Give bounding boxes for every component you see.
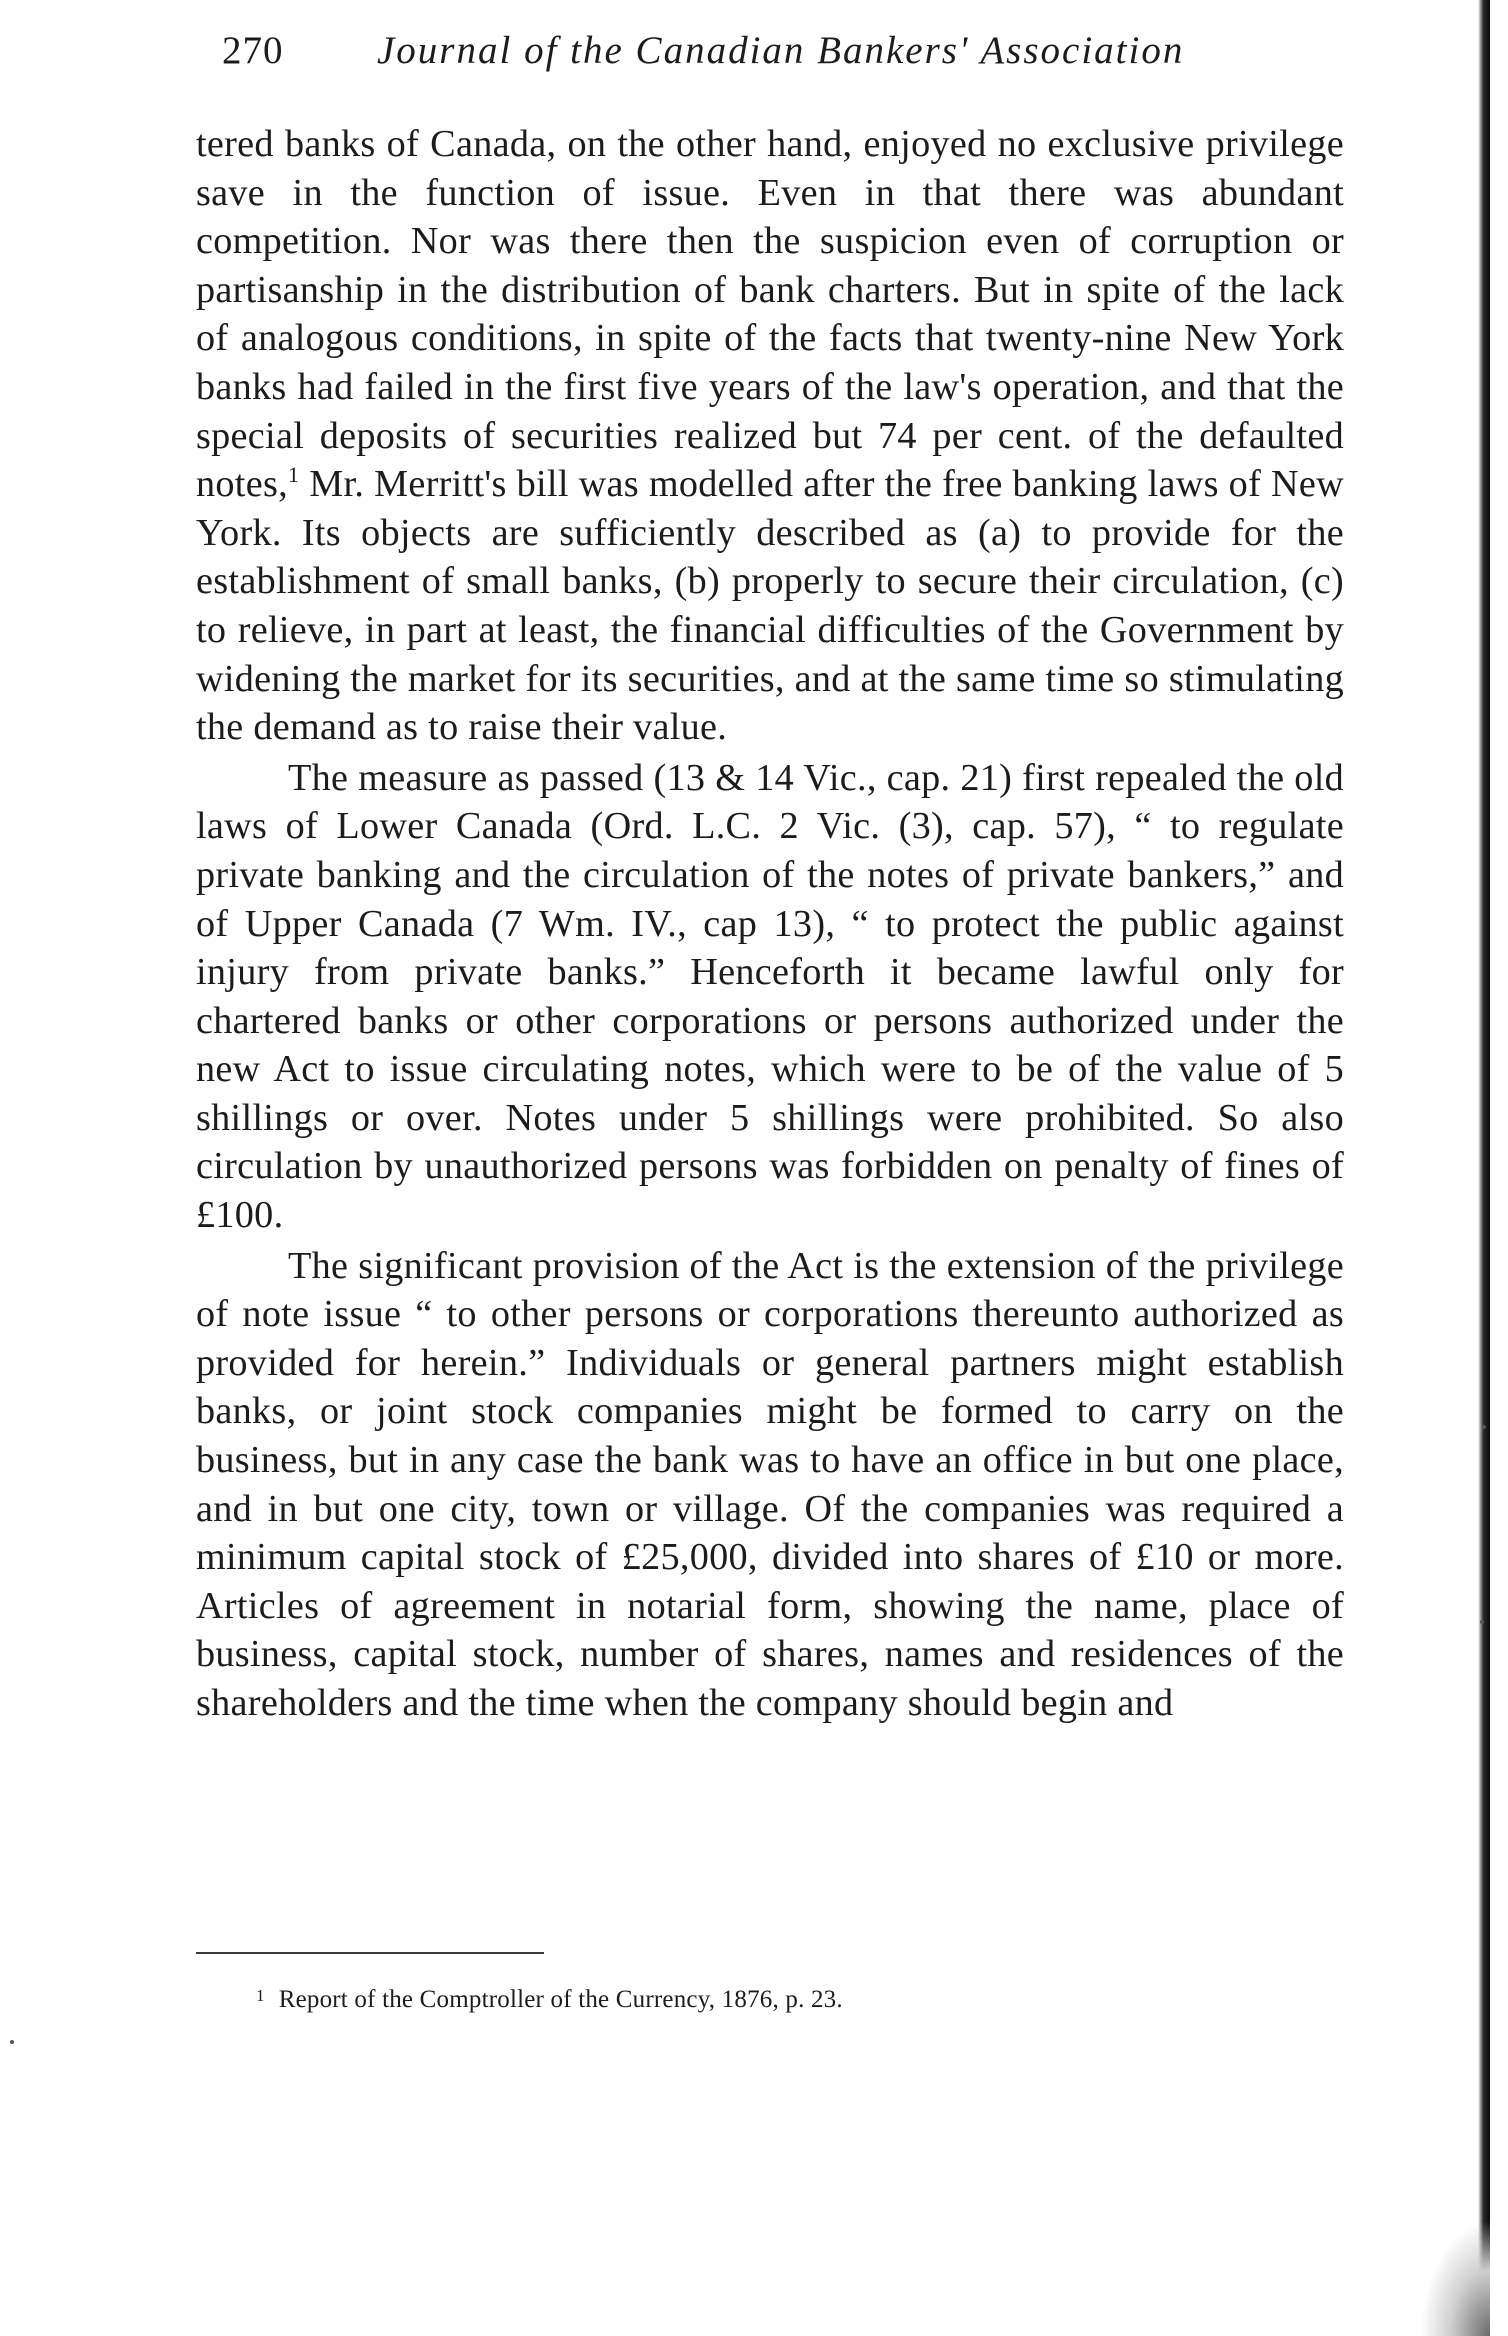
body-text (196, 120, 1344, 1728)
paragraph-text: The significant provision of the Act is the extension of the privilege of note issue “ to other persons or corporations thereunto authorized as provided for herein.” Individuals or general partners might establish banks, or joint stock companies might be formed to carry on the business, but in any case the bank was to have an office in but one place, and in but one city, town or village. Of the companies was required a minimum capital stock of £25,000, divided into shares of £10 or more. Articles of agreement in notarial form, showing the name, place of business, capital stock, number of shares, names and residences of the shareholders and the time when the company should begin and (196, 1244, 1344, 1724)
paragraph (196, 754, 1344, 1240)
paragraph (196, 1242, 1344, 1728)
paragraph-text: The measure as passed (13 & 14 Vic., cap. 21) first repealed the old laws of Lower Canada (Ord. L.C. 2 Vic. (3), cap. 57), “ to regulate private banking and the circulation of the notes of private bankers,” and of Upper Canada (7 Wm. IV., cap 13), “ to protect the public against injury from private banks.” Henceforth it became lawful only for chartered banks or other corporations or persons authorized under the new Act to issue circulating notes, which were to be of the value of 5 shillings or over. Notes under 5 shillings were prohibited. So also circulation by unauthorized persons was forbidden on penalty of fines of £100. (196, 756, 1344, 1237)
binding-edge-shadow (1478, 0, 1490, 2336)
footnote-text: Report of the Comptroller of the Currency, 1876, p. 23. (278, 1986, 843, 2013)
scan-speck (1482, 1425, 1486, 1429)
footnote (256, 1986, 843, 2014)
page-header (222, 28, 1262, 98)
binding-corner-shadow (1420, 2220, 1490, 2336)
footnote-mark: 1 (256, 1986, 265, 2005)
scan-speck (10, 2040, 14, 2044)
footnote-divider (196, 1952, 544, 1954)
paragraph-text-continued: Mr. Merritt's bill was modelled after the free banking laws of New York. Its objects are sufficiently described as (a) to provide for the establishment of small banks, (b) properly to secure their circulation, (c) to relieve, in part at least, the financial difficulties of the Government by widening the market for its securities, and at the same time so stimulating the demand as to raise their value. (196, 463, 1344, 749)
paragraph (196, 120, 1344, 752)
page-number: 270 (222, 29, 284, 72)
paragraph-text: tered banks of Canada, on the other hand, enjoyed no exclusive privilege save in the function of issue. Even in that there was abundant competition. Nor was there then the suspicion even of corruption or partisanship in the distribution of bank charters. But in spite of the lack of analogous conditions, in spite of the facts that twenty-nine New York banks had failed in the first five years of the law's operation, and that the special deposits of securities realized but 74 per cent. of the defaulted notes, (196, 123, 1344, 506)
scan-speck (1480, 1620, 1484, 1624)
footnote-reference: 1 (287, 462, 300, 488)
running-title: Journal of the Canadian Bankers' Association (377, 29, 1185, 72)
